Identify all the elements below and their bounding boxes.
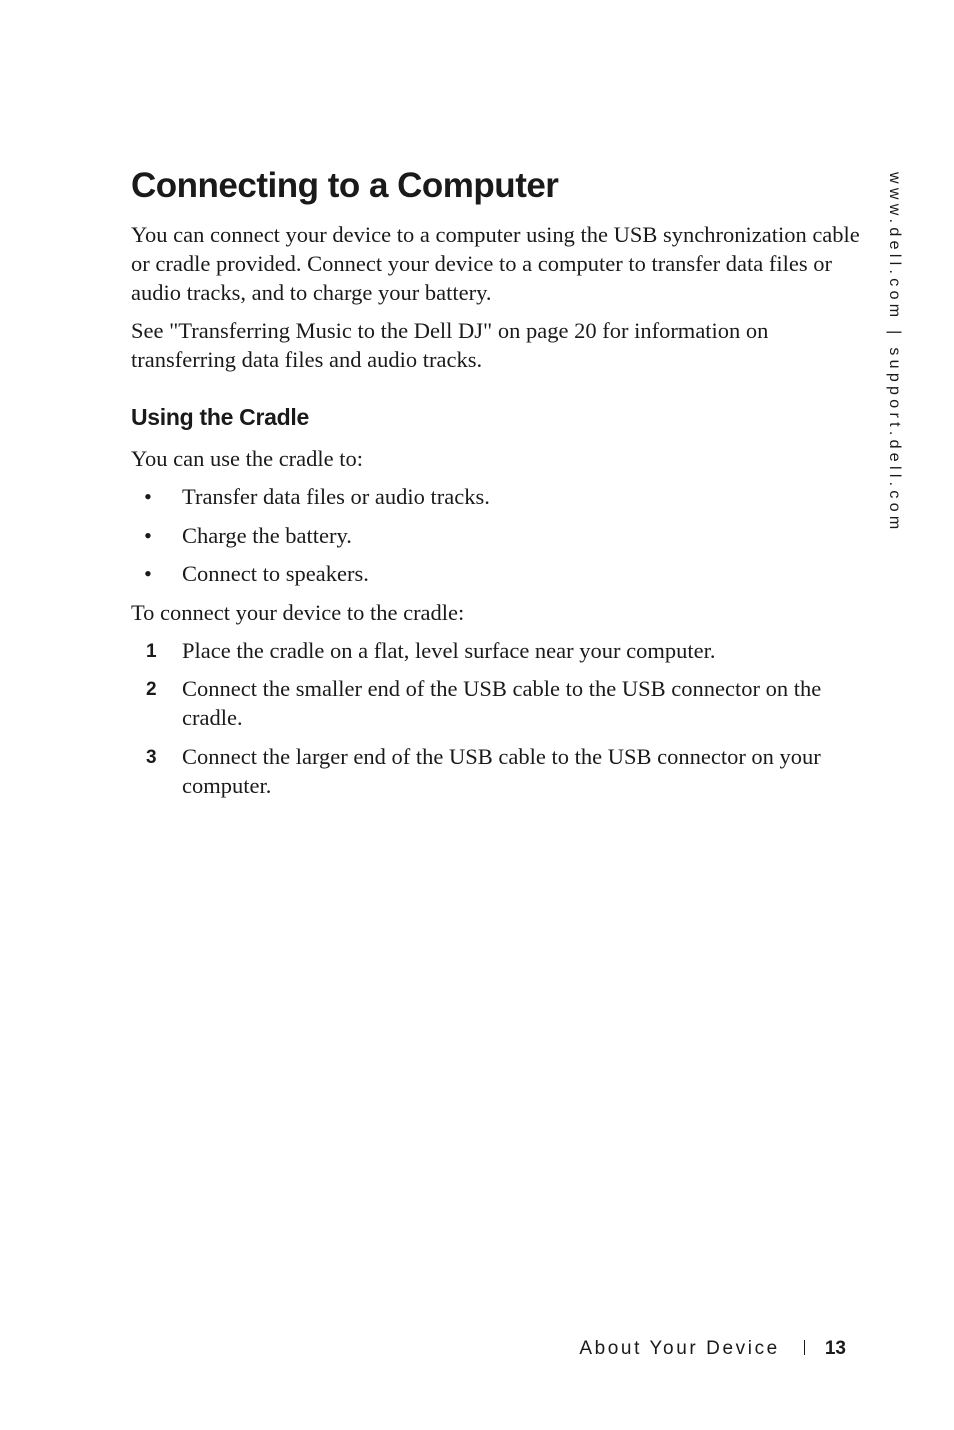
footer-section-name: About Your Device — [579, 1338, 780, 1359]
step-text: Connect the larger end of the USB cable to the USB connector on your computer. — [182, 744, 821, 798]
page-number: 13 — [824, 1338, 846, 1359]
step-item — [131, 674, 871, 732]
step-text: Place the cradle on a flat, level surface near your computer. — [182, 638, 716, 663]
list-item-text: Transfer data files or audio tracks. — [182, 484, 490, 509]
page-footer — [579, 1334, 846, 1365]
section-heading: Using the Cradle — [131, 404, 309, 430]
step-text: Connect the smaller end of the USB cable to the USB connector on the cradle. — [182, 676, 822, 730]
step-item — [131, 742, 871, 800]
step-number: 2 — [146, 679, 157, 700]
steps-intro: To connect your device to the cradle: — [131, 600, 465, 625]
step-item — [131, 636, 871, 665]
list-item — [131, 559, 871, 588]
bullet-marker: • — [144, 484, 152, 509]
list-item-text: Connect to speakers. — [182, 561, 369, 586]
page-title: Connecting to a Computer — [131, 166, 559, 205]
step-number: 3 — [146, 747, 157, 768]
side-url: www.dell.com | support.dell.com — [886, 172, 903, 534]
list-item-text: Charge the battery. — [182, 523, 352, 548]
see-also-paragraph: See "Transferring Music to the Dell DJ" on page 20 for information on transferring data files and audio tracks. — [131, 318, 769, 372]
list-item — [131, 521, 871, 550]
intro-paragraph: You can connect your device to a computer using the USB synchronization cable or cradle provided. Connect your device to a computer to transfer data files or audio tracks, and to charge your battery. — [131, 222, 860, 305]
bullet-marker: • — [144, 523, 152, 548]
footer-divider — [804, 1340, 805, 1355]
bullet-marker: • — [144, 561, 152, 586]
uses-intro: You can use the cradle to: — [131, 446, 364, 471]
step-number: 1 — [146, 641, 157, 662]
list-item — [131, 482, 871, 511]
